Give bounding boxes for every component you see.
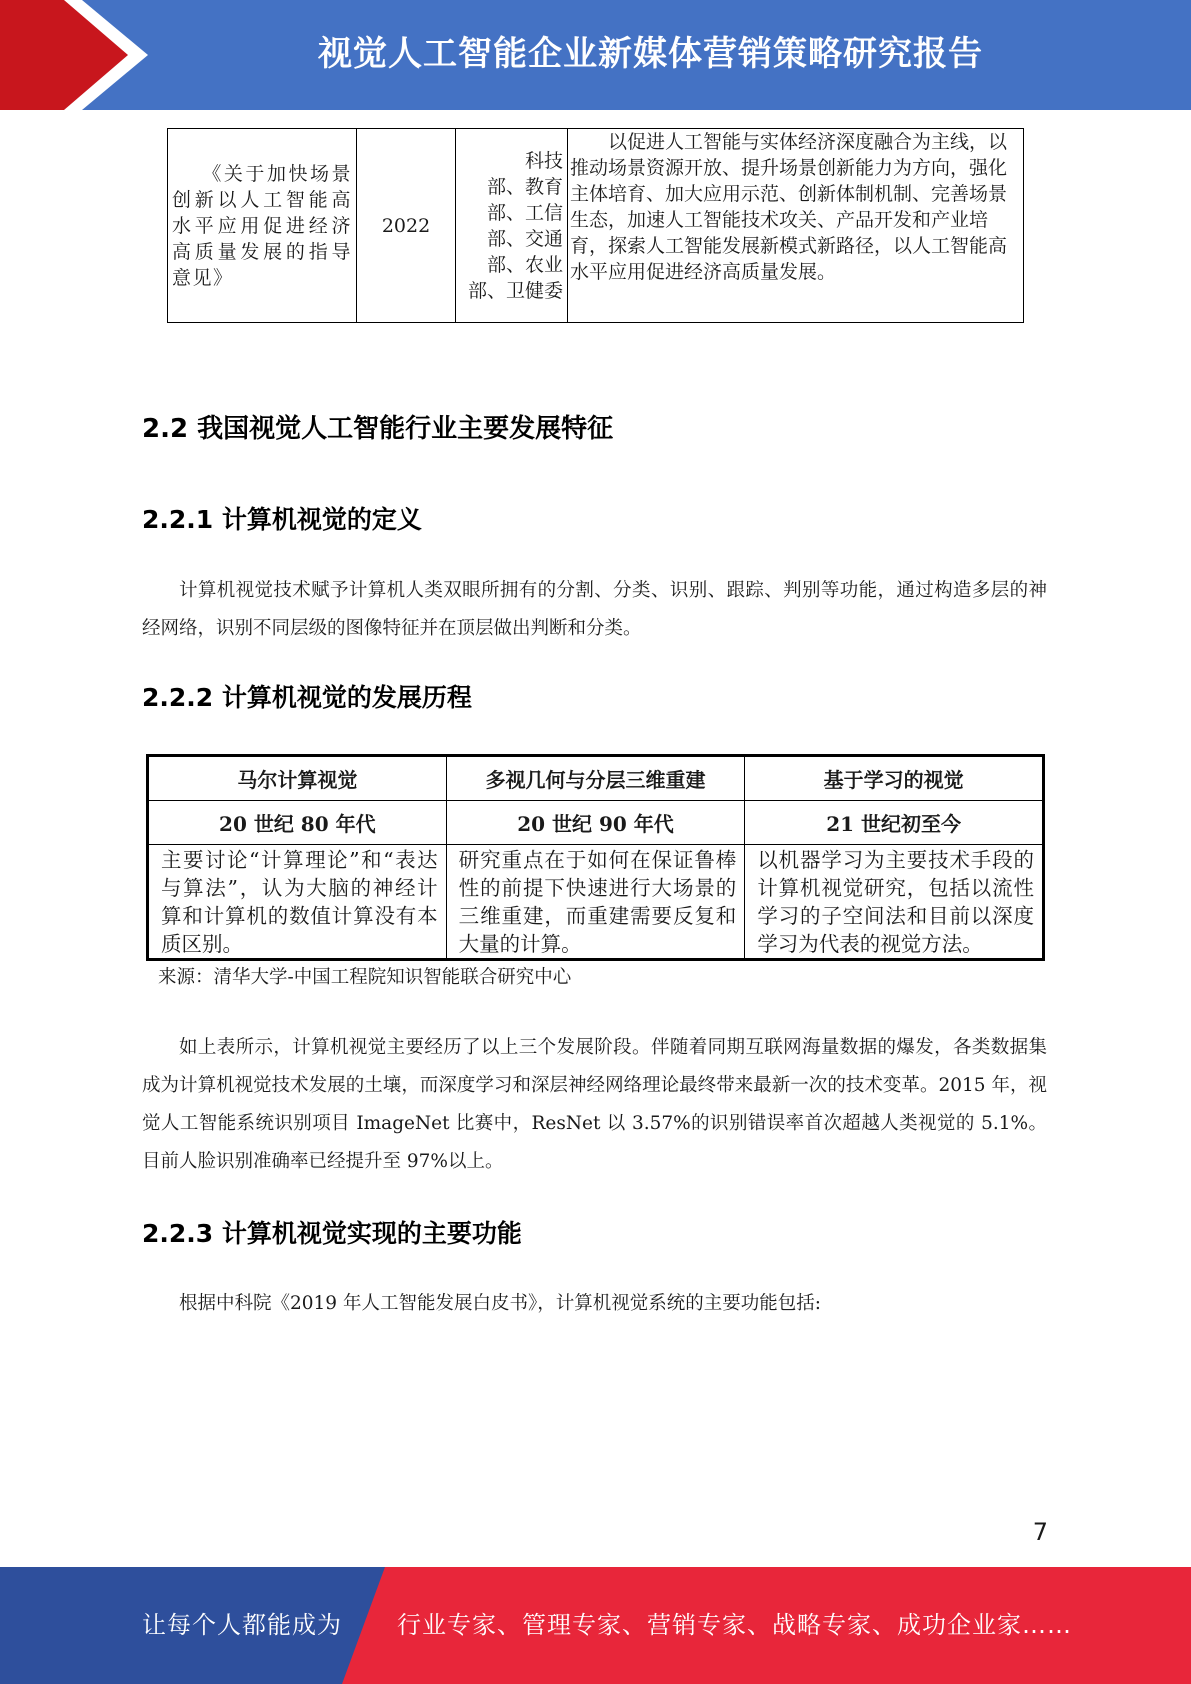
table-row <box>168 129 1024 323</box>
section-heading-2-2-1: 2.2.1 计算机视觉的定义 <box>142 505 422 534</box>
functions-intro-paragraph: 根据中科院《2019 年人工智能发展白皮书》，计算机视觉系统的主要功能包括: <box>179 1293 821 1314</box>
table-header-cell: 基于学习的视觉 <box>745 756 1044 801</box>
description-cell: 主要讨论“计算理论”和“表达与算法”，认为大脑的神经计算和计算机的数值计算没有本质区别。 <box>148 845 447 960</box>
era-cell: 20 世纪 80 年代 <box>148 801 447 845</box>
policy-description-cell <box>568 129 1024 323</box>
department-line: 部、农业 <box>486 253 563 276</box>
era-cell: 21 世纪初至今 <box>745 801 1044 845</box>
header-banner <box>0 0 1191 110</box>
policy-table <box>167 128 1024 323</box>
department-line: 科技 <box>524 149 563 172</box>
policy-year-cell: 2022 <box>357 129 456 323</box>
department-line: 部、卫健委 <box>467 279 563 302</box>
header-chevron-icon <box>0 0 160 110</box>
table-source-note: 来源：清华大学-中国工程院知识智能联合研究中心 <box>158 967 572 988</box>
policy-description: 以促进人工智能与实体经济深度融合为主线，以推动场景资源开放、提升场景创新能力为方向，强化主体培育、加大应用示范、创新体制机制、完善场景生态，加速人工智能技术攻关、产品开发和产业培育，探索人工智能发展新模式新路径，以人工智能高水平应用促进经济高质量发展。 <box>570 131 1008 283</box>
page-number: 7 <box>1032 1518 1048 1546</box>
cv-history-table <box>146 754 1045 961</box>
table-header-cell: 马尔计算视觉 <box>148 756 447 801</box>
department-line: 部、教育 <box>486 175 563 198</box>
footer-slogan-right: 行业专家、管理专家、营销专家、战略专家、成功企业家…… <box>397 1611 1072 1639</box>
policy-document-cell <box>168 129 357 323</box>
department-line: 部、交通 <box>486 227 563 250</box>
report-title: 视觉人工智能企业新媒体营销策略研究报告 <box>318 34 983 74</box>
table-header-cell: 多视几何与分层三维重建 <box>446 756 745 801</box>
footer-slogan-left: 让每个人都能成为 <box>142 1611 342 1639</box>
table-header-row <box>148 756 1044 801</box>
section-heading-2-2: 2.2 我国视觉人工智能行业主要发展特征 <box>142 414 614 444</box>
description-cell: 研究重点在于如何在保证鲁棒性的前提下快速进行大场景的三维重建，而重建需要反复和大量的计算。 <box>446 845 745 960</box>
section-heading-2-2-3: 2.2.3 计算机视觉实现的主要功能 <box>142 1219 522 1248</box>
table-row <box>148 801 1044 845</box>
era-cell: 20 世纪 90 年代 <box>446 801 745 845</box>
definition-paragraph: 计算机视觉技术赋予计算机人类双眼所拥有的分割、分类、识别、跟踪、判别等功能，通过构造多层的神经网络，识别不同层级的图像特征并在顶层做出判断和分类。 <box>142 580 1047 639</box>
policy-departments-cell <box>456 129 568 323</box>
table-row <box>148 845 1044 960</box>
department-line: 部、工信 <box>486 201 563 224</box>
footer-banner <box>0 1567 1191 1684</box>
policy-document-name: 《关于加快场景创新以人工智能高水平应用促进经济高质量发展的指导意见》 <box>172 162 352 289</box>
history-summary-paragraph: 如上表所示，计算机视觉主要经历了以上三个发展阶段。伴随着同期互联网海量数据的爆发，各类数据集成为计算机视觉技术发展的土壤，而深度学习和深层神经网络理论最终带来最新一次的技术变革。2015 年，视觉人工智能系统识别项目 ImageNet 比赛中，ResNet 以 3.57%的识别错误率首次超越人类视觉的 5.1%。目前人脸识别准确率已经提升至 97%以上。 <box>142 1037 1047 1172</box>
section-heading-2-2-2: 2.2.2 计算机视觉的发展历程 <box>142 683 472 712</box>
description-cell: 以机器学习为主要技术手段的计算机视觉研究，包括以流性学习的子空间法和目前以深度学习为代表的视觉方法。 <box>745 845 1044 960</box>
